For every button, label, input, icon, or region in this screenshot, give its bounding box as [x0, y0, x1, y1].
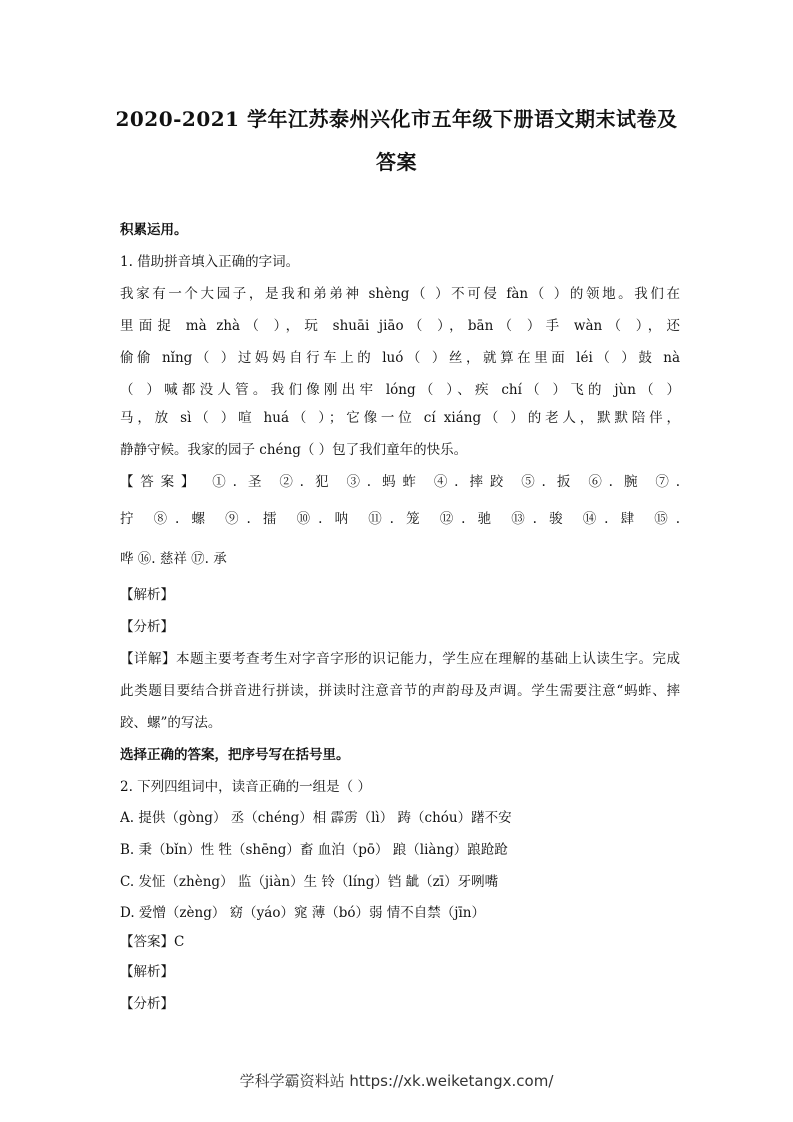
text-line: （ ）喊都没人管。我们像刚出牢 lóng（ ）、疾 chí（ ）飞的 jùn（ ）: [120, 382, 680, 398]
text-line: 【解析】: [120, 587, 174, 603]
text-line: 马，放 sì（ ）喧 huá（ ）；它像一位 cí xiáng（ ）的老人，默默陪伴，: [120, 410, 680, 426]
text-line: 偷偷 nǐng（ ）过妈妈自行车上的 luó（ ）丝，就算在里面 léi（ ）鼓 nà: [120, 350, 680, 366]
text-line: 【答案】 ①. 圣 ②. 犯 ③. 蚂蚱 ④. 摔跤 ⑤. 扳 ⑥. 腕 ⑦.: [120, 474, 680, 490]
text-line: 积累运用。: [120, 222, 188, 238]
text-line: 1. 借助拼音填入正确的字词。: [120, 254, 300, 270]
text-line: 此类题目要结合拼音进行拼读，拼读时注意音节的声韵母及声调。学生需要注意“蚂蚱、摔: [120, 683, 680, 699]
text-line: A. 提供（gòng） 丞（chéng）相 霹雳（lì） 踌（chóu）躇不安: [120, 810, 512, 826]
text-line: B. 秉（bǐn）性 牲（shēng）畜 血泊（pō） 踉（liàng）踉跄跄: [120, 842, 508, 858]
text-line: 2. 下列四组词中，读音正确的一组是（ ）: [120, 779, 371, 795]
document-title-line-1: 2020-2021 学年江苏泰州兴化市五年级下册语文期末试卷及: [115, 107, 678, 131]
text-line: 【答案】C: [120, 934, 185, 950]
document-title-line-2: 答案: [376, 150, 417, 174]
text-line: C. 发怔（zhèng） 监（jiàn）生 铃（líng）铛 龇（zī）牙咧嘴: [120, 874, 499, 890]
text-line: 【详解】本题主要考查考生对字音字形的识记能力，学生应在理解的基础上认读生字。完成: [120, 651, 680, 667]
text-line: 选择正确的答案，把序号写在括号里。: [120, 747, 350, 763]
text-line: 【解析】: [120, 964, 174, 980]
text-line: D. 爱憎（zèng） 窈（yáo）窕 薄（bó）弱 情不自禁（jīn）: [120, 905, 486, 921]
text-line: 静静守候。我家的园子 chéng（ ）包了我们童年的快乐。: [120, 442, 468, 458]
text-line: 【分析】: [120, 996, 174, 1012]
text-line: 里面捉 mà zhà（ ），玩 shuāi jiāo（ ），bān（ ）手 wàn（ ），还: [120, 318, 680, 334]
text-line: 【分析】: [120, 619, 174, 635]
text-line: 跤、螺”的写法。: [120, 715, 222, 731]
footer-watermark: 学科学霸资料站 https://xk.weiketangx.com/: [239, 1072, 554, 1090]
text-line: 拧 ⑧. 螺 ⑨. 擂 ⑩. 呐 ⑪. 笼 ⑫. 驰 ⑬. 骏 ⑭. 肆 ⑮.: [120, 511, 680, 527]
text-line: 哗 ⑯. 慈祥 ⑰. 承: [120, 551, 227, 567]
text-line: 我家有一个大园子，是我和弟弟神 shèng（ ）不可侵 fàn（ ）的领地。我们在: [120, 286, 680, 302]
